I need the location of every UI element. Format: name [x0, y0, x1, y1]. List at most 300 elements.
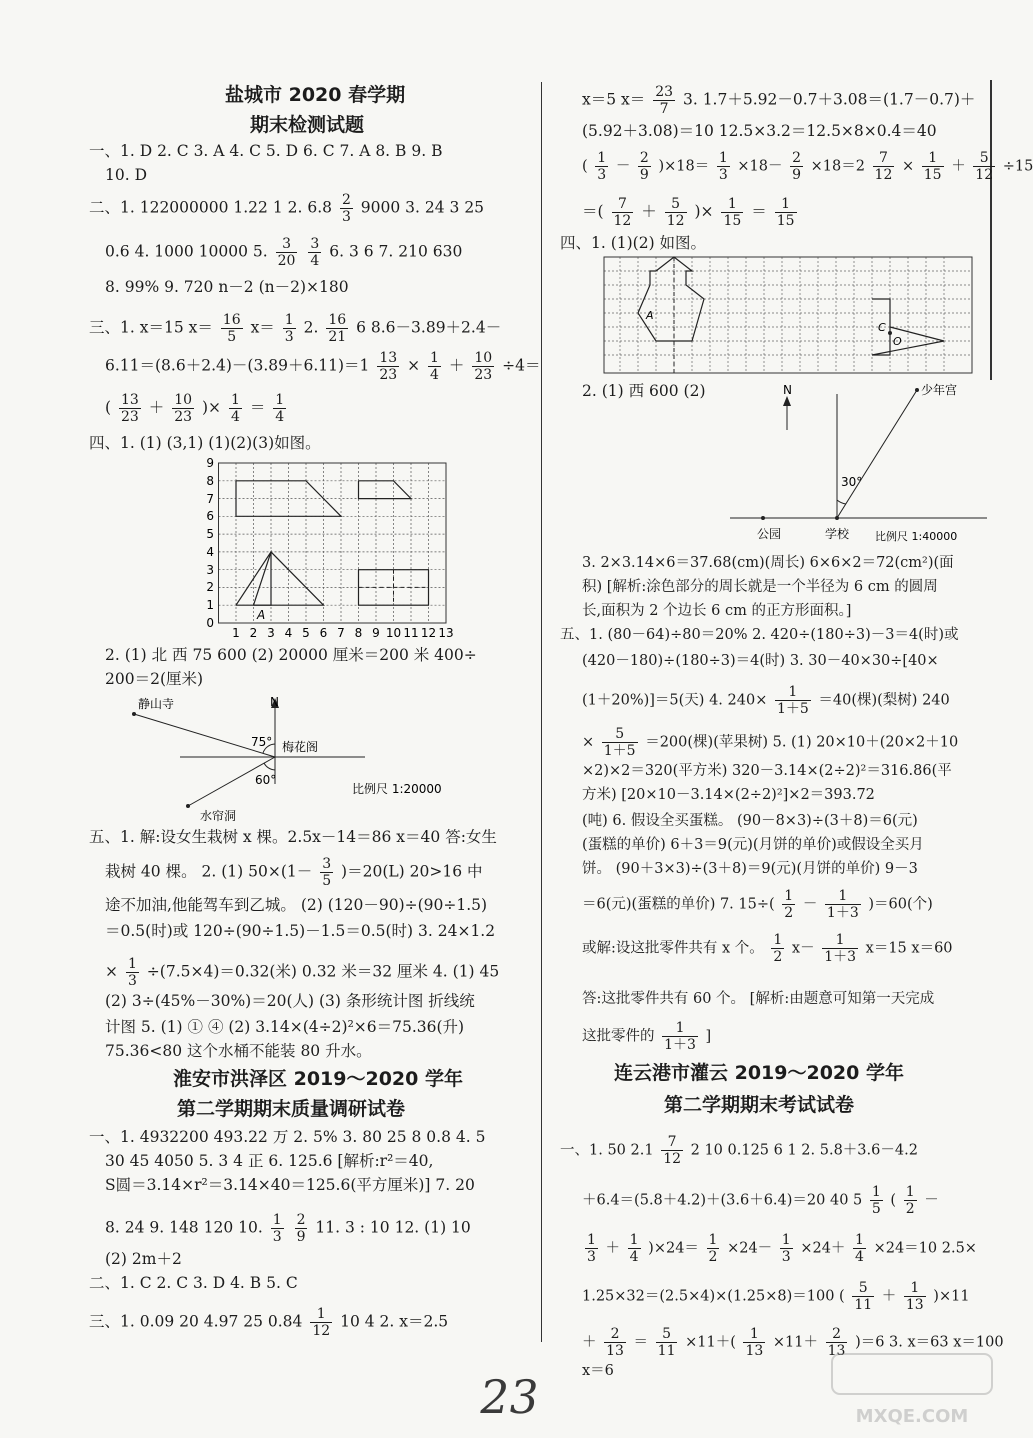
place-meihuage: 梅花阁: [282, 740, 319, 754]
fraction: [973, 150, 995, 183]
numerator: 5: [852, 1280, 874, 1297]
x-tick: 3: [267, 626, 275, 640]
answer-line: 2. (1) 西 600 (2): [582, 382, 706, 400]
denominator: 2: [784, 905, 794, 922]
x-tick: 8: [354, 626, 363, 640]
symmetry-rotation-grid: [602, 255, 974, 375]
numerator: 1: [871, 1184, 881, 1200]
numerator: 1: [430, 350, 439, 366]
numerator: 1: [775, 684, 811, 701]
fraction: [126, 956, 139, 989]
answer-line: 75.36<80 这个水桶不能装 80 升水。: [105, 1042, 372, 1060]
answer-line: [582, 1184, 939, 1217]
fraction: [273, 392, 286, 425]
numerator: 5: [656, 1326, 678, 1343]
text: )×11: [933, 1288, 970, 1305]
fraction: [822, 932, 858, 965]
text: ＋: [881, 1288, 897, 1305]
answer-line: [582, 150, 1033, 183]
fraction: [638, 150, 651, 183]
fraction: [271, 1212, 284, 1245]
numerator: 7: [661, 1134, 683, 1151]
answer-line: (5.92＋3.08)＝10 12.5×3.2＝12.5×8×0.4＝40: [582, 122, 937, 140]
answer-line: 五、1. (80－64)÷80＝20% 2. 420÷(180÷3)－3＝4(时)或: [560, 627, 959, 643]
watermark-text: MXQE.COM: [855, 1406, 969, 1427]
denominator: 3: [341, 209, 351, 226]
fraction: [320, 856, 333, 889]
denominator: 1＋5: [776, 701, 809, 718]
fraction: [852, 1280, 874, 1313]
north-label: N: [270, 695, 279, 709]
denominator: 5: [322, 873, 332, 890]
text: 三、1. x＝15 x＝: [89, 318, 213, 337]
numerator: 3: [276, 236, 298, 253]
fraction: [743, 1326, 765, 1359]
answer-line: 8. 99% 9. 720 n－2 (n－2)×180: [105, 278, 349, 296]
fraction: [119, 392, 141, 425]
text: x＝: [250, 318, 275, 337]
answer-line: [105, 392, 289, 425]
answer-line: [582, 196, 800, 229]
text: )×18＝: [658, 158, 710, 175]
denominator: 13: [905, 1297, 924, 1314]
denominator: 12: [312, 1323, 331, 1340]
north-label-2: N: [783, 383, 792, 397]
text: ÷15: [1002, 158, 1033, 175]
denominator: 3: [781, 1249, 791, 1266]
fraction: [825, 888, 861, 921]
label-C: C: [878, 321, 886, 334]
y-tick: 2: [206, 580, 214, 594]
section-title-huaian: 淮安市洪泽区 2019～2020 学年: [173, 1068, 463, 1090]
answer-line: 二、1. C 2. C 3. D 4. B 5. C: [89, 1274, 298, 1292]
numerator: 1: [905, 1184, 915, 1200]
denominator: 2: [708, 1249, 718, 1266]
answer-line: [105, 236, 462, 269]
answer-line: (2) 2m＋2: [105, 1250, 182, 1268]
fraction: [612, 196, 634, 229]
denominator: 11: [657, 1343, 676, 1360]
fraction: [775, 196, 797, 229]
section-subtitle-huaian: 第二学期期末质量调研试卷: [177, 1098, 406, 1120]
text: (: [105, 398, 112, 417]
denominator: 3: [272, 1229, 282, 1246]
denominator: 7: [659, 101, 669, 118]
numerator: 10: [174, 392, 193, 408]
text: 3. 1.7＋5.92－0.7＋3.08＝(1.7－0.7)＋: [682, 90, 976, 109]
point-label-A: A: [257, 608, 266, 622]
numerator: 1: [662, 1020, 698, 1037]
fraction: [604, 1326, 626, 1359]
denominator: 3: [127, 973, 137, 990]
text: ×11＋(: [685, 1334, 736, 1351]
text: ×: [582, 734, 595, 751]
answer-line: S圆＝3.14×r²＝3.14×40＝125.6(平方厘米)] 7. 20: [105, 1176, 475, 1194]
denominator: 23: [379, 367, 398, 384]
fraction: [661, 1134, 683, 1167]
numerator: 1: [272, 1212, 282, 1228]
answer-line: [582, 1020, 711, 1053]
text: －: [615, 158, 631, 175]
text: ÷4＝: [502, 356, 541, 375]
denominator: 1＋3: [824, 949, 857, 966]
x-tick: 5: [302, 626, 310, 640]
section-subtitle-yancheng: 期末检测试题: [250, 114, 365, 136]
numerator: 5: [973, 150, 995, 167]
text: ×18＝2: [810, 158, 865, 175]
text: x＝5 x＝: [582, 90, 646, 109]
numerator: 3: [310, 236, 320, 252]
fraction: [653, 84, 675, 117]
fraction: [665, 196, 687, 229]
numerator: 2: [341, 192, 351, 208]
text: 1.25×32＝(2.5×4)×(1.25×8)＝100 (: [582, 1288, 845, 1305]
text: －: [924, 1192, 939, 1209]
text: )×: [201, 398, 222, 417]
y-tick: 0: [206, 616, 214, 630]
numerator: 1: [718, 150, 728, 166]
denominator: 23: [174, 409, 193, 426]
text: x－: [791, 940, 815, 957]
numerator: 1: [284, 312, 294, 328]
answer-line: [560, 1134, 918, 1167]
numerator: 2: [296, 1212, 306, 1228]
answer-line: 答:这批零件共有 60 个。 [解析:由题意可知第一天完成: [582, 991, 935, 1007]
text: ＋: [605, 1240, 621, 1257]
text: ×: [407, 356, 421, 375]
text: 0.6 4. 1000 10000 5.: [105, 242, 268, 261]
y-tick: 1: [206, 598, 214, 612]
column-divider: [541, 82, 542, 1342]
numerator: 1: [743, 1326, 765, 1343]
denominator: 2: [773, 949, 783, 966]
x-tick: 6: [319, 626, 328, 640]
fraction: [295, 1212, 308, 1245]
numerator: 1: [721, 196, 743, 213]
x-tick: 2: [249, 626, 258, 640]
text: )＝6 3. x＝63 x＝100: [855, 1334, 1004, 1351]
y-tick: 7: [206, 492, 214, 506]
denominator: 4: [275, 409, 285, 426]
numerator: 16: [222, 312, 241, 328]
fraction: [428, 350, 441, 383]
fraction: [472, 350, 494, 383]
text: ＝: [751, 202, 767, 221]
place-xuexiao: 学校: [825, 527, 850, 541]
numerator: 10: [474, 350, 493, 366]
numerator: 2: [826, 1326, 848, 1343]
answer-line: (420－180)÷(180÷3)＝4(时) 3. 30－40×30÷[40×: [582, 653, 939, 669]
answer-line: (蛋糕的单价) 6＋3＝9(元)(月饼的单价)或假设全买月: [582, 837, 924, 853]
x-tick: 9: [372, 626, 380, 640]
denominator: 4: [310, 253, 320, 270]
text: ＋: [582, 1334, 597, 1351]
text: ＝: [633, 1334, 649, 1351]
denominator: 3: [718, 167, 728, 184]
fraction: [904, 1280, 926, 1313]
numerator: 1: [275, 392, 285, 408]
x-tick: 10: [385, 626, 402, 640]
answer-line: 五、1. 解:设女生栽树 x 棵。2.5x－14＝86 x＝40 答:女生: [89, 828, 497, 846]
angle-75: 75°: [251, 735, 273, 749]
answer-line: 途不加油,他能驾车到乙城。 (2) (120－90)÷(90÷1.5): [105, 896, 488, 914]
answer-line: 200＝2(厘米): [105, 670, 204, 688]
text: 2.: [303, 318, 319, 337]
denominator: 21: [328, 329, 347, 346]
place-gongyuan: 公园: [757, 527, 782, 541]
answer-line: 四、1. (1)(2) 如图。: [560, 234, 707, 252]
answer-line: [582, 726, 958, 759]
denominator: 20: [277, 253, 296, 270]
text: (1＋20%)]＝5(天) 4. 240×: [582, 692, 768, 709]
numerator: 23: [655, 84, 674, 100]
denominator: 13: [827, 1343, 846, 1360]
answer-line: 饼。 (90＋3×3)÷(3＋8)＝9(元)(月饼的单价) 9－3: [582, 861, 918, 877]
numerator: 1: [781, 1232, 791, 1248]
denominator: 5: [227, 329, 237, 346]
text: 2 10 0.125 6 1 2. 5.8＋3.6－4.2: [690, 1142, 918, 1159]
text: ＋: [148, 398, 165, 417]
answer-line: 一、1. D 2. C 3. A 4. C 5. D 6. C 7. A 8. B 9. B: [89, 142, 443, 160]
x-tick: 7: [337, 626, 345, 640]
numerator: 2: [604, 1326, 626, 1343]
fraction: [707, 1232, 720, 1265]
numerator: 2: [639, 150, 649, 166]
denominator: 9: [639, 167, 649, 184]
fraction: [595, 150, 608, 183]
text: ＝(: [582, 202, 604, 221]
text: (: [890, 1192, 897, 1209]
answer-line: [582, 1280, 970, 1313]
numerator: 7: [873, 150, 895, 167]
text: 三、1. 0.09 20 4.97 25 0.84: [89, 1312, 303, 1331]
y-tick: 3: [206, 563, 214, 577]
fraction: [790, 150, 803, 183]
denominator: 3: [597, 167, 607, 184]
numerator: 7: [612, 196, 634, 213]
denominator: 23: [121, 409, 139, 426]
fraction: [780, 1232, 793, 1265]
fraction: [326, 312, 348, 345]
text: －: [802, 896, 818, 913]
angle-60: 60°: [255, 773, 277, 787]
fraction: [870, 1184, 883, 1217]
text: (1－: [280, 862, 313, 881]
text: ×24＋: [800, 1240, 846, 1257]
denominator: 9: [792, 167, 801, 184]
place-shaoniangong: 少年宫: [921, 383, 958, 397]
denominator: 23: [474, 367, 493, 384]
text: ＝: [249, 398, 266, 417]
text: 这批零件的: [582, 1028, 655, 1045]
answer-line: 计图 5. (1) ① ④ (2) 3.14×(4÷2)²×6＝75.36(升): [105, 1018, 465, 1036]
coordinate-grid-figure: [200, 455, 460, 640]
fraction: [276, 236, 298, 269]
x-tick: 11: [403, 626, 419, 640]
text: ×24＝10 2.5×: [873, 1240, 977, 1257]
fraction: [628, 1232, 641, 1265]
numerator: 13: [379, 350, 398, 366]
text: 9000 3. 24 3 25: [360, 198, 485, 217]
answer-line: 一、1. 4932200 493.22 万 2. 5% 3. 80 25 8 0.8 4. 5: [89, 1128, 486, 1146]
answer-line: [105, 350, 540, 383]
fraction: [873, 150, 895, 183]
text: )×: [694, 202, 714, 221]
fraction: [904, 1184, 917, 1217]
answer-line: 四、1. (1) (3,1) (1)(2)(3)如图。: [89, 434, 321, 452]
fraction: [340, 192, 353, 225]
text: 6. 3 6 7. 210 630: [329, 242, 463, 261]
place-jingshansi: 静山寺: [138, 697, 175, 711]
fraction: [602, 726, 638, 759]
fraction: [308, 236, 321, 269]
fraction: [377, 350, 399, 383]
numerator: 1: [127, 956, 137, 972]
section-title-yancheng: 盐城市 2020 春学期: [225, 84, 406, 106]
text: )×24＝: [648, 1240, 699, 1257]
text: ×: [105, 962, 118, 981]
answer-line: [105, 956, 499, 989]
scale-label-2: 比例尺 1:40000: [875, 530, 958, 543]
text: 10 4 2. x＝2.5: [340, 1312, 449, 1331]
angle-30: 30°: [841, 475, 863, 489]
denominator: 4: [430, 367, 439, 384]
answer-line: 2. (1) 北 西 75 600 (2) 20000 厘米＝200 米 400÷: [105, 646, 477, 664]
denominator: 12: [975, 167, 994, 184]
denominator: 15: [776, 213, 795, 230]
direction-map-figure: [120, 692, 470, 822]
watermark-logo: [830, 1350, 995, 1430]
answer-line: [582, 1232, 977, 1265]
denominator: 12: [666, 213, 685, 230]
fraction: [721, 196, 743, 229]
denominator: 5: [871, 1201, 881, 1218]
text: )＝60(个): [868, 896, 933, 913]
text: ÷(7.5×4)＝0.32(米) 0.32 米＝32 厘米 4. (1) 45: [146, 962, 500, 981]
text: ＝200(棵)(苹果树) 5. (1) 20×10＋(20×2＋10: [645, 734, 959, 751]
numerator: 5: [602, 726, 638, 743]
fraction: [771, 932, 784, 965]
text: (: [582, 158, 588, 175]
text: ×: [901, 158, 915, 175]
text: ×11＋: [772, 1334, 819, 1351]
numerator: 1: [775, 196, 797, 213]
answer-line: [89, 192, 484, 225]
denominator: 12: [874, 167, 893, 184]
numerator: 1: [855, 1232, 864, 1248]
denominator: 15: [923, 167, 942, 184]
denominator: 9: [296, 1229, 306, 1246]
numerator: 1: [825, 888, 861, 905]
fraction: [662, 1020, 698, 1053]
denominator: 12: [613, 213, 632, 230]
denominator: 15: [723, 213, 742, 230]
numerator: 13: [121, 392, 139, 408]
handwritten-page-number: 23: [475, 1370, 544, 1424]
answer-line: 方米) [20×10－3.14×(2÷2)²]×2＝393.72: [582, 787, 875, 803]
denominator: 3: [284, 329, 294, 346]
answer-line: 3. 2×3.14×6＝37.68(cm)(周长) 6×6×2＝72(cm²)(面: [582, 555, 954, 571]
fraction: [656, 1326, 678, 1359]
label-A: A: [646, 309, 654, 322]
numerator: 1: [708, 1232, 718, 1248]
answer-line: x＝6: [582, 1363, 614, 1379]
numerator: 2: [792, 150, 801, 166]
denominator: 4: [855, 1249, 864, 1266]
text: 6 8.6－3.89＋2.4－: [356, 318, 502, 337]
answer-line: ＝0.5(时)或 120÷(90÷1.5)－1.5＝0.5(时) 3. 24×1.2: [105, 922, 496, 940]
denominator: 2: [905, 1201, 915, 1218]
y-tick: 4: [206, 545, 214, 559]
section-subtitle-lianyungang: 第二学期期末考试试卷: [664, 1094, 855, 1116]
answer-line: [582, 888, 933, 921]
numerator: 1: [773, 932, 783, 948]
text: 栽树 40 棵。 2. (1) 50×: [105, 862, 281, 881]
numerator: 5: [665, 196, 687, 213]
denominator: 11: [854, 1297, 873, 1314]
fraction: [782, 888, 795, 921]
fraction: [717, 150, 730, 183]
text: ＝40(棵)(梨树) 240: [818, 692, 950, 709]
fraction: [585, 1232, 598, 1265]
fraction: [283, 312, 296, 345]
x-tick: 13: [438, 626, 454, 640]
text: 一、1. 50 2.1: [560, 1142, 654, 1159]
fraction: [229, 392, 242, 425]
y-tick: 9: [206, 456, 214, 470]
x-tick: 4: [284, 626, 293, 640]
x-tick: 1: [232, 626, 240, 640]
numerator: 1: [922, 150, 944, 167]
fraction: [310, 1306, 332, 1339]
answer-line: ×2)×2＝320(平方米) 320－3.14×(2÷2)²＝316.86(平: [582, 763, 952, 779]
denominator: 13: [745, 1343, 764, 1360]
numerator: 3: [322, 856, 332, 872]
y-tick: 6: [206, 509, 214, 523]
direction-map-2: [725, 380, 995, 552]
text: 或解:设这批零件共有 x 个。: [582, 940, 764, 957]
answer-line: [89, 1306, 448, 1339]
denominator: 13: [606, 1343, 624, 1360]
numerator: 1: [784, 888, 794, 904]
text: ]: [705, 1028, 712, 1045]
text: ＝6(元)(蛋糕的单价) 7. 15÷(: [582, 896, 775, 913]
denominator: 1＋3: [826, 905, 859, 922]
numerator: 1: [587, 1232, 596, 1248]
fraction: [172, 392, 194, 425]
text: 二、1. 122000000 1.22 1 2. 6.8: [89, 198, 332, 217]
text: ＋: [641, 202, 657, 221]
y-tick: 5: [206, 527, 214, 541]
text: ＋: [951, 158, 966, 175]
fraction: [775, 684, 811, 717]
denominator: 1＋3: [664, 1037, 696, 1054]
denominator: 4: [629, 1249, 639, 1266]
answer-line: 长,面积为 2 个边长 6 cm 的正方形面积。]: [582, 603, 852, 619]
answer-line: (吨) 6. 假设全买蛋糕。 (90－8×3)÷(3＋8)＝6(元): [582, 813, 918, 829]
numerator: 1: [597, 150, 607, 166]
text: ×24－: [727, 1240, 773, 1257]
label-O: O: [893, 335, 902, 348]
numerator: 1: [230, 392, 240, 408]
fraction: [853, 1232, 866, 1265]
fraction: [922, 150, 944, 183]
page-edge-line: [990, 80, 992, 380]
answer-line: 10. D: [105, 166, 148, 184]
fraction: [221, 312, 243, 345]
text: )＝20(L) 20>16 中: [341, 862, 483, 881]
numerator: 1: [629, 1232, 639, 1248]
